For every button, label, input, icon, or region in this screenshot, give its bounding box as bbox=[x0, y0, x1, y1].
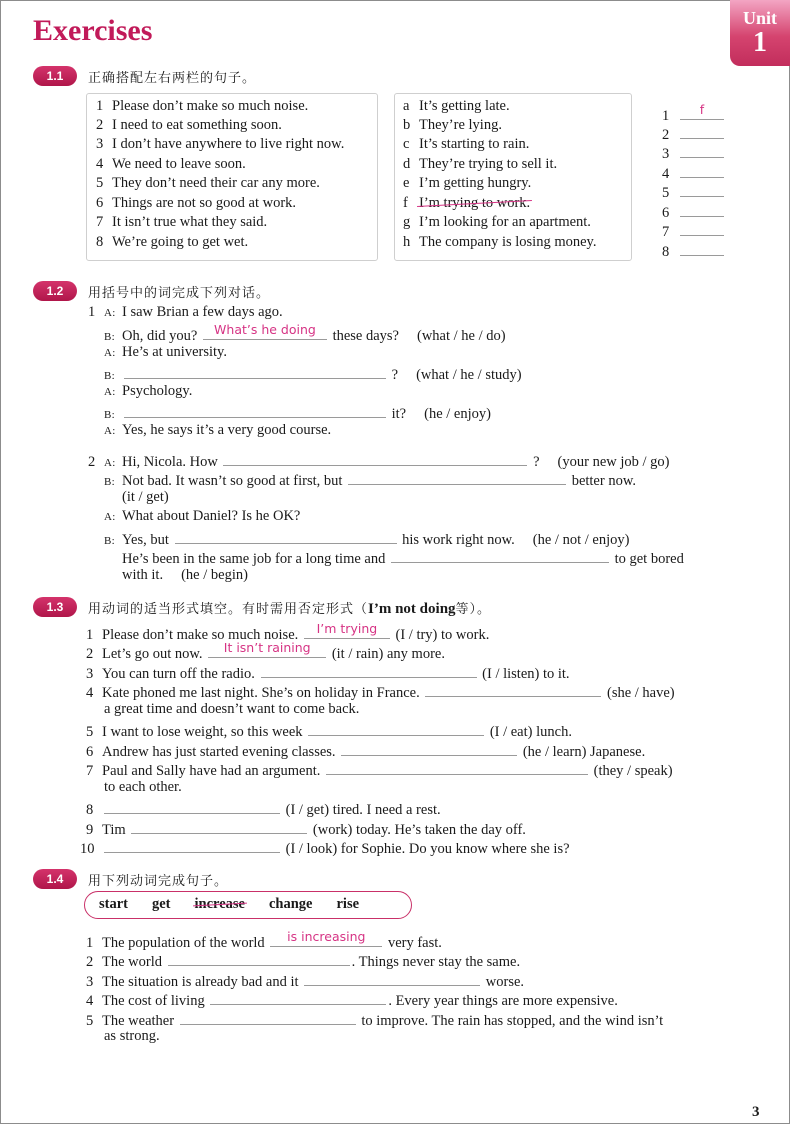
list-item: b They’re lying. bbox=[403, 117, 502, 133]
list-item: 3 I don’t have anywhere to live right now. bbox=[96, 136, 345, 152]
exercise-item[interactable]: 6 Andrew has just started evening classes. (he / learn) Japanese. bbox=[86, 739, 645, 761]
exercise-item[interactable]: 2 Let’s go out now. It isn’t raining (it / rain) any more. bbox=[86, 640, 445, 662]
answer-line[interactable]: 1 f bbox=[662, 103, 726, 125]
exercise-item[interactable]: 4 Kate phoned me last night. She’s on holiday in France. (she / have) bbox=[86, 680, 675, 702]
exercise-item[interactable]: 1 The population of the world is increasing very fast. bbox=[86, 929, 442, 951]
exercise-badge: 1.1 bbox=[33, 66, 77, 86]
dialogue-line: A: He’s at university. bbox=[104, 344, 227, 360]
exercise-item[interactable]: 3 The situation is already bad and it worse. bbox=[86, 969, 524, 991]
page-number: 3 bbox=[752, 1104, 760, 1120]
list-item: 4 We need to leave soon. bbox=[96, 156, 246, 172]
dialogue-line: 1 A: I saw Brian a few days ago. bbox=[88, 304, 283, 320]
dialogue-line: with it. (he / begin) bbox=[122, 567, 248, 583]
dialogue-line[interactable]: 2 A: Hi, Nicola. How ? (your new job / go) bbox=[88, 449, 669, 472]
answer-line[interactable]: 3 bbox=[662, 141, 726, 163]
list-item: d They’re trying to sell it. bbox=[403, 156, 558, 172]
dialogue-line: A: What about Daniel? Is he OK? bbox=[104, 508, 301, 524]
unit-label: Unit bbox=[742, 8, 777, 28]
dialogue-line[interactable]: He’s been in the same job for a long time and to get bored bbox=[122, 546, 684, 568]
word-option-crossed-out: increase bbox=[194, 896, 245, 912]
exercise-item[interactable]: 10 (I / look) for Sophie. Do you know where she is? bbox=[80, 836, 570, 858]
word-option: get bbox=[152, 896, 171, 912]
list-item: 6 Things are not so good at work. bbox=[96, 195, 297, 211]
list-item: 8 We’re going to get wet. bbox=[96, 234, 249, 250]
exercise-item[interactable]: 5 The weather to improve. The rain has stopped, and the wind isn’t bbox=[86, 1008, 663, 1030]
exercise-item[interactable]: 1 Please don’t make so much noise. I’m trying (I / try) to work. bbox=[86, 621, 490, 643]
exercise-item: to each other. bbox=[104, 779, 182, 795]
unit-tab bbox=[730, 0, 790, 66]
exercise-item[interactable]: 9 Tim (work) today. He’s taken the day off. bbox=[86, 817, 526, 839]
exercise-item[interactable]: 3 You can turn off the radio. (I / listen) to it. bbox=[86, 661, 570, 683]
list-item: g I’m looking for an apartment. bbox=[403, 214, 591, 230]
exercise-instruction: 用动词的适当形式填空。有时需用否定形式（I’m not doing等）。 bbox=[88, 601, 492, 617]
exercise-badge: 1.3 bbox=[33, 597, 77, 617]
answer-line[interactable]: 6 bbox=[662, 200, 726, 222]
dialogue-line[interactable]: B: it? (he / enjoy) bbox=[104, 401, 491, 424]
dialogue-line: (it / get) bbox=[122, 489, 169, 505]
answer-line[interactable]: 2 bbox=[662, 122, 726, 144]
page-title: Exercises bbox=[33, 14, 153, 47]
exercise-item[interactable]: 2 The world . Things never stay the same. bbox=[86, 949, 520, 971]
word-box bbox=[84, 891, 412, 919]
list-item: 5 They don’t need their car any more. bbox=[96, 175, 320, 191]
answer-line[interactable]: 7 bbox=[662, 219, 726, 241]
exercise-item[interactable]: 8 (I / get) tired. I need a rest. bbox=[86, 797, 441, 819]
exercise-item: as strong. bbox=[104, 1028, 160, 1044]
list-item: 7 It isn’t true what they said. bbox=[96, 214, 268, 230]
handwritten-answer: What’s he doing bbox=[214, 322, 316, 337]
list-item: e I’m getting hungry. bbox=[403, 175, 532, 191]
answer-line[interactable]: 5 bbox=[662, 180, 726, 202]
exercise-item[interactable]: 5 I want to lose weight, so this week (I / eat) lunch. bbox=[86, 719, 572, 741]
dialogue-line[interactable]: B: Not bad. It wasn’t so good at first, but better now. bbox=[104, 468, 636, 491]
exercise-instruction: 用括号中的词完成下列对话。 bbox=[88, 286, 271, 301]
list-item: a It’s getting late. bbox=[403, 98, 510, 114]
answer-line[interactable]: 4 bbox=[662, 161, 726, 183]
dialogue-line[interactable]: B: Oh, did you? What’s he doing these days? (what / he / do) bbox=[104, 322, 506, 344]
word-option: rise bbox=[336, 896, 360, 912]
handwritten-answer: is increasing bbox=[287, 929, 366, 944]
dialogue-line: A: Yes, he says it’s a very good course. bbox=[104, 422, 332, 438]
dialogue-line: A: Psychology. bbox=[104, 383, 193, 399]
exercise-item[interactable]: 7 Paul and Sally have had an argument. (they / speak) bbox=[86, 758, 673, 780]
list-item: c It’s starting to rain. bbox=[403, 136, 530, 152]
list-item: h The company is losing money. bbox=[403, 234, 597, 250]
exercise-instruction: 正确搭配左右两栏的句子。 bbox=[88, 71, 257, 86]
dialogue-line[interactable]: B: ? (what / he / study) bbox=[104, 362, 522, 385]
exercise-badge: 1.4 bbox=[33, 869, 77, 889]
exercise-item[interactable]: 4 The cost of living . Every year things are more expensive. bbox=[86, 988, 618, 1010]
handwritten-answer: I’m trying bbox=[316, 621, 378, 636]
exercise-item: a great time and doesn’t want to come back. bbox=[104, 701, 360, 717]
list-item: 1 Please don’t make so much noise. bbox=[96, 98, 309, 114]
unit-number: 1 bbox=[753, 27, 767, 58]
answer-line[interactable]: 8 bbox=[662, 239, 726, 261]
exercise-badge: 1.2 bbox=[33, 281, 77, 301]
handwritten-answer: It isn’t raining bbox=[223, 640, 311, 655]
handwritten-answer: f bbox=[699, 102, 705, 117]
list-item: 2 I need to eat something soon. bbox=[96, 117, 282, 133]
word-option: change bbox=[268, 896, 313, 912]
exercise-instruction: 用下列动词完成句子。 bbox=[88, 874, 229, 889]
list-item-crossed-out: f I’m trying to work. bbox=[403, 195, 531, 211]
word-option: start bbox=[99, 896, 128, 912]
dialogue-line[interactable]: B: Yes, but his work right now. (he / not / enjoy) bbox=[104, 527, 629, 550]
